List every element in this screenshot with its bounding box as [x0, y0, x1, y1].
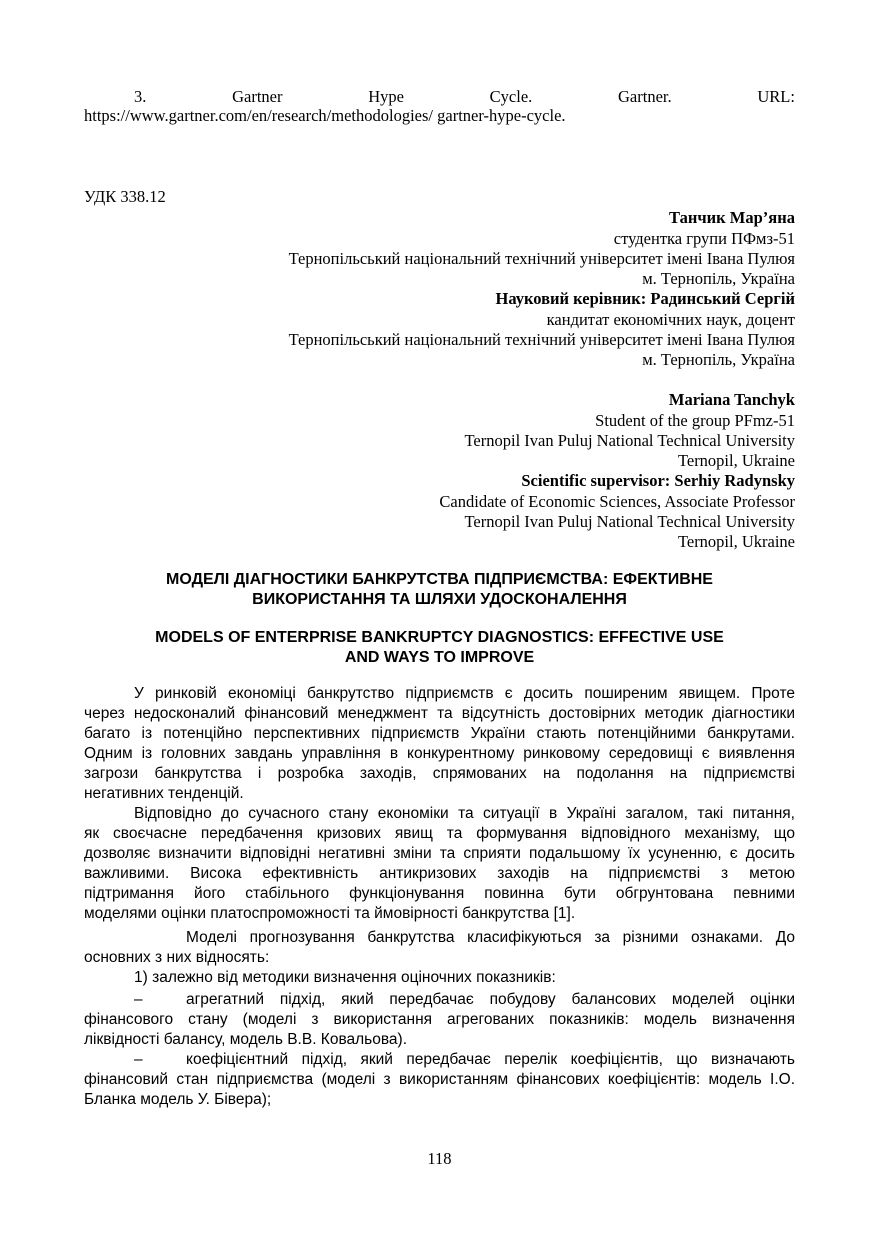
- title-en-line-1: MODELS OF ENTERPRISE BANKRUPTCY DIAGNOSTICS: EFFECTIVE USE: [155, 629, 724, 646]
- reference-word: Cycle.: [489, 87, 533, 106]
- supervisor-university-en: Ternopil Ivan Puluj National Technical University: [464, 512, 795, 531]
- body-line: негативних тенденцій.: [84, 785, 244, 802]
- supervisor-city-ua: м. Тернопіль, Україна: [642, 350, 795, 369]
- reference-word: Gartner.: [618, 87, 672, 106]
- body-line: фінансовий стан підприємства (моделі з використанням фінансових коефіцієнтів: модель І.О.: [84, 1071, 795, 1088]
- list-dash: –: [134, 991, 143, 1008]
- reference-word: Gartner: [232, 87, 283, 106]
- author-university-ua: Тернопільський національний технічний університет імені Івана Пулюя: [288, 249, 795, 268]
- supervisor-city-en: Ternopil, Ukraine: [677, 532, 795, 551]
- body-line: 1) залежно від методики визначення оціночних показників:: [134, 969, 556, 986]
- author-position-ua: студентка групи ПФмз-51: [613, 229, 795, 248]
- author-city-ua: м. Тернопіль, Україна: [642, 269, 795, 288]
- body-line: фінансового стану (моделі з використання агрегованих показників: модель визначення: [84, 1011, 795, 1028]
- supervisor-degree-ua: кандитат економічних наук, доцент: [546, 310, 795, 329]
- supervisor-name-en: Scientific supervisor: Serhiy Radynsky: [521, 471, 795, 490]
- body-line: моделями оцінки платоспроможності та ймовірності банкрутства [1].: [84, 905, 576, 922]
- supervisor-degree-en: Candidate of Economic Sciences, Associate Professor: [439, 492, 795, 511]
- author-university-en: Ternopil Ivan Puluj National Technical University: [464, 431, 795, 450]
- list-dash: –: [134, 1051, 143, 1068]
- reference-word: URL:: [757, 87, 795, 106]
- body-line: багато із потенційно перспективних підприємств України стають потенційними банкрутами.: [84, 725, 795, 742]
- page-number: 118: [427, 1149, 452, 1168]
- udk-code: УДК 338.12: [84, 187, 166, 206]
- body-line: основних з них відносять:: [84, 949, 270, 966]
- body-line: Бланка модель У. Бівера);: [84, 1091, 272, 1108]
- title-ua-line-1: МОДЕЛІ ДІАГНОСТИКИ БАНКРУТСТВА ПІДПРИЄМСТВА: ЕФЕКТИВНЕ: [166, 571, 713, 588]
- supervisor-university-ua: Тернопільський національний технічний університет імені Івана Пулюя: [288, 330, 795, 349]
- author-position-en: Student of the group PFmz-51: [595, 411, 795, 430]
- body-line: дозволяє визначити відповідні негативні зміни та сприяти подальшому їх усуненню, є досить: [84, 845, 795, 862]
- author-city-en: Ternopil, Ukraine: [677, 451, 795, 470]
- body-line: коефіцієнтний підхід, який передбачає перелік коефіцієнтів, що визначають: [186, 1051, 795, 1068]
- body-line: підтримання його стабільного функціонування повинна бути обгрунтована певними: [84, 885, 795, 902]
- title-ua-line-2: ВИКОРИСТАННЯ ТА ШЛЯХИ УДОСКОНАЛЕННЯ: [252, 591, 627, 608]
- body-line: ліквідності балансу, модель В.В. Ковальова).: [84, 1031, 408, 1048]
- body-line: як своєчасне передбачення кризових явищ та формування відповідного механізму, що: [84, 825, 795, 842]
- author-name-ua: Танчик Мар’яна: [669, 208, 795, 227]
- title-en-line-2: AND WAYS TO IMPROVE: [344, 649, 535, 666]
- body-line: Моделі прогнозування банкрутства класифікуються за різними ознаками. До: [186, 929, 795, 946]
- body-line: Відповідно до сучасного стану економіки та ситуації в Україні загалом, такі питання,: [134, 805, 795, 822]
- reference-url: https://www.gartner.com/en/research/methodologies/ gartner-hype-cycle.: [84, 106, 566, 125]
- body-line: важливими. Висока ефективність антикризових заходів на підприємстві з метою: [84, 865, 795, 882]
- body-line: агрегатний підхід, який передбачає побудову балансових моделей оцінки: [186, 991, 795, 1008]
- reference-line-1: [134, 86, 795, 107]
- reference-word: Hype: [368, 87, 404, 106]
- reference-word: 3.: [134, 87, 147, 106]
- supervisor-name-ua: Науковий керівник: Радинський Сергій: [495, 289, 795, 308]
- author-name-en: Mariana Tanchyk: [668, 390, 795, 409]
- body-line: загрози банкрутства і розробка заходів, спрямованих на подолання на підприємстві: [84, 765, 795, 782]
- body-line: через недосконалий фінансовий менеджмент та відсутність достовірних методик діагностики: [84, 705, 795, 722]
- body-line: У ринковій економіці банкрутство підприємств є досить поширеним явищем. Проте: [134, 685, 795, 702]
- body-line: Одним із головних завдань управління в конкурентному ринковому середовищі є виявлення: [84, 745, 795, 762]
